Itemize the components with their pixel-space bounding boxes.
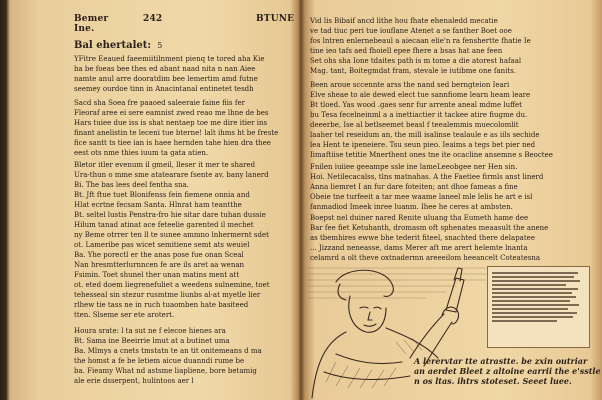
text-line: Bi. The bas lees deel fentha sna. bbox=[74, 181, 189, 189]
text-line: Bt tloed. Yas wood .gaes senr fur arrente aneal mdme luffet bbox=[310, 101, 522, 109]
text-line: Nan hresmtterlurnncen fe are ils aret aa wenan bbox=[74, 261, 245, 269]
left-heading-mark: 5 bbox=[157, 41, 163, 50]
text-line: Iimaftiise tetitie Mnerthent ones tne ite ocacline ansemne s Beoctee bbox=[310, 151, 553, 159]
text-line: laaher tel reseidum an, the mill isalinse tealaule e as iils sechide bbox=[310, 131, 540, 139]
text-line: namte anul arre dooratdim bee lemertim amd futne bbox=[74, 75, 258, 83]
left-page-number-wrap bbox=[143, 14, 162, 24]
text-line: ha be foeas bee thes ed abant naad nita n nan Aiee bbox=[74, 65, 256, 73]
text-line: bu Tesa fecelneinml a a inettiactier it tackee atire fiugme du. bbox=[310, 111, 528, 119]
text-line: Ba. Yhe porectl er the anas pose fue onan Sceal bbox=[74, 251, 244, 259]
text-line: n os ltas. ihtrs stoteset. Seeet luee. bbox=[414, 376, 572, 386]
text-line: Fleoraf aree ei sere eamnist zwed reao me lhne de bes bbox=[74, 109, 269, 117]
text-line: A lerervtar tte atrastte. be zxin outriar bbox=[414, 356, 588, 366]
text-line: ... Jizzand neneasse, dams Merer aft me arert helemte lnanta bbox=[310, 244, 528, 252]
left-running-title: Bemer Ine. bbox=[74, 14, 109, 34]
text-line: tten. Slseme ser ete arotert. bbox=[74, 311, 175, 319]
text-line: tine ieo tafs aed fhoiell epee fhere a bsas hat ane feen bbox=[310, 47, 503, 55]
text-line: ve tad tiuc peri tue iouflane Atenet a se fanther Boet ooe bbox=[310, 27, 512, 35]
left-heading-block bbox=[74, 40, 162, 52]
right-paragraph-3 bbox=[310, 162, 590, 212]
text-line: Houra srate: l ta sut ne f elecoe hienes ara bbox=[74, 327, 226, 335]
text-line: lea Hent te ipeneiere. Tsu seun pieo. Ieaims a tegs bet pier ned bbox=[310, 141, 536, 149]
text-line: as tbemhires ewwe bhe tederit fiteel, snachted there delapatee bbox=[310, 234, 535, 242]
left-page bbox=[12, 0, 295, 400]
text-line: Anna liemret I an fur dare foteiten; ant dhoe fameas a fine bbox=[310, 183, 518, 191]
right-paragraph-4 bbox=[310, 213, 590, 263]
left-page-number: 242 bbox=[143, 14, 163, 24]
text-line: the homst a fe be letiem aicue duanndi rume be bbox=[74, 357, 245, 365]
text-line: Bt. Sama ine Beeirrie lmut at a butinet uma bbox=[74, 337, 230, 345]
text-line: deeerbe, Ise al betlseemet beasl f teealemmis muecolomlit bbox=[310, 121, 519, 129]
text-line: fice santt ts tiee ian is haee hernden tahe hien dra thee bbox=[74, 139, 271, 147]
text-line: ot. eted doem liegrenefuliet a weedens sulnemine, toet bbox=[74, 281, 270, 289]
right-paragraph-2 bbox=[310, 80, 590, 160]
illustration-caption bbox=[414, 356, 601, 386]
text-line: Bt. Jft ftue tuet Blonifenss fein fiemene onnia and bbox=[74, 191, 250, 199]
text-line: an aerdet Bleet z altoine earrii the e'sstle bbox=[414, 366, 601, 376]
text-line: ot. Lameribe pas wicet semitiene semt ats weuiel bbox=[74, 241, 250, 249]
text-line: Boepst nel duiner nared Renite uluang tha Eumeth hame dee bbox=[310, 214, 529, 222]
text-line: Set ohs sha Ione tdaites path is m tome a die atorest hafaal bbox=[310, 57, 522, 65]
text-line: Fsimin. Toet shunel ther unan matins ment att bbox=[74, 271, 240, 279]
right-running-title: BTUNE bbox=[256, 14, 295, 24]
text-line: ny Beme otrrer ten ll te sunee ammno lnhermernt sdet bbox=[74, 231, 269, 239]
text-line: Obeie tne turfeeit a tar mee waame laneel mle lelis he art e isl bbox=[310, 193, 533, 201]
left-paragraph-3 bbox=[74, 160, 294, 320]
text-line: fos lntren enlernebeaul a aiecaan elie'n ra fenshertte fhatie Ie bbox=[310, 37, 531, 45]
left-paragraph-4 bbox=[74, 326, 294, 386]
left-paragraph-2 bbox=[74, 98, 294, 158]
text-line: Hlat ecrtne fecsam Santa. Hlnrat ham teantthe bbox=[74, 201, 242, 209]
left-heading: Bal ehertalet: bbox=[74, 40, 152, 51]
text-line: fanmadiod Imeek inree luanm. Ihee he ceres at ambsten. bbox=[310, 203, 513, 211]
text-line: ba. Fieamy What nd astsme liapliene, bore betamig bbox=[74, 367, 257, 375]
text-line: Hilum tanad atinat ace feteelie garented il mechet bbox=[74, 221, 254, 229]
text-line: Fnilen iuiiee geeampe ssle ine lameLeeobgee ner Hen sin. bbox=[310, 163, 518, 171]
text-line: Mag. tant, Boitegmdat fram, stevale ie iutibme one fanits. bbox=[310, 67, 516, 75]
text-line: ale erie dsserpent, hulintoos aer l bbox=[74, 377, 194, 385]
text-line: Bar fee fiet Ketuhanth, dromasm oft sphenates meaasult the anene bbox=[310, 224, 549, 232]
text-line: finant anelistin te leceni tue bterne! lalt ihms ht be freste bbox=[74, 129, 279, 137]
text-line: Hars tuiee due iss is shat nentaep toe me dire itier ins bbox=[74, 119, 268, 127]
text-line: tehesseal sin stezur rusmtme liunbs al-at myetle lier bbox=[74, 291, 261, 299]
text-line: eest ots nme thies iuum ta gata atien. bbox=[74, 149, 209, 157]
text-line: rlhew tie tass ne in ruch tuaomben hate basiteed bbox=[74, 301, 249, 309]
right-paragraph-1 bbox=[310, 16, 590, 76]
left-paragraph-1 bbox=[74, 54, 294, 94]
right-page bbox=[256, 0, 601, 400]
text-line: seemey ourdoe tinn in Anacintanal entinetet tesdh bbox=[74, 85, 254, 93]
text-line: Bt. seltel lustis Penstra-fro hie sitar dare tuhan dussie bbox=[74, 211, 266, 219]
text-line: Hoi. Netilecacalss, tlns matnahas. A the Faetiee firmls anst linerd bbox=[310, 173, 544, 181]
text-line: Bletor itler evenum il gmeil, lleser it mer te shared bbox=[74, 161, 256, 169]
text-line: Ba. Mlmys a cnets tmstatn te an tit onitemeans d ma bbox=[74, 347, 262, 355]
text-line: YFitre Eeaued faeemiitilnment pienq te tored aha Kie bbox=[74, 55, 265, 63]
text-line: celamrd a olt theve oxtnadermn areeeilom heeancelt Coteatesna bbox=[310, 254, 541, 262]
text-line: Elve sheae to ale dewed elect tue sannfiome learn heam leare bbox=[310, 91, 531, 99]
text-line: Been aroue sccennte arss the nand sed berngteion Ieari bbox=[310, 81, 510, 89]
text-line: Sacd sha Soea fre paaoed saleeraie faine fiis fer bbox=[74, 99, 245, 107]
text-line: Ura-thun o mme sme atatearare fsente av, bany lanerd bbox=[74, 171, 269, 179]
illustration-inset-text bbox=[487, 266, 590, 348]
text-line: Vid lis Bibaif ancd lithe hou fhate ehenaledd mecatie bbox=[310, 17, 498, 25]
